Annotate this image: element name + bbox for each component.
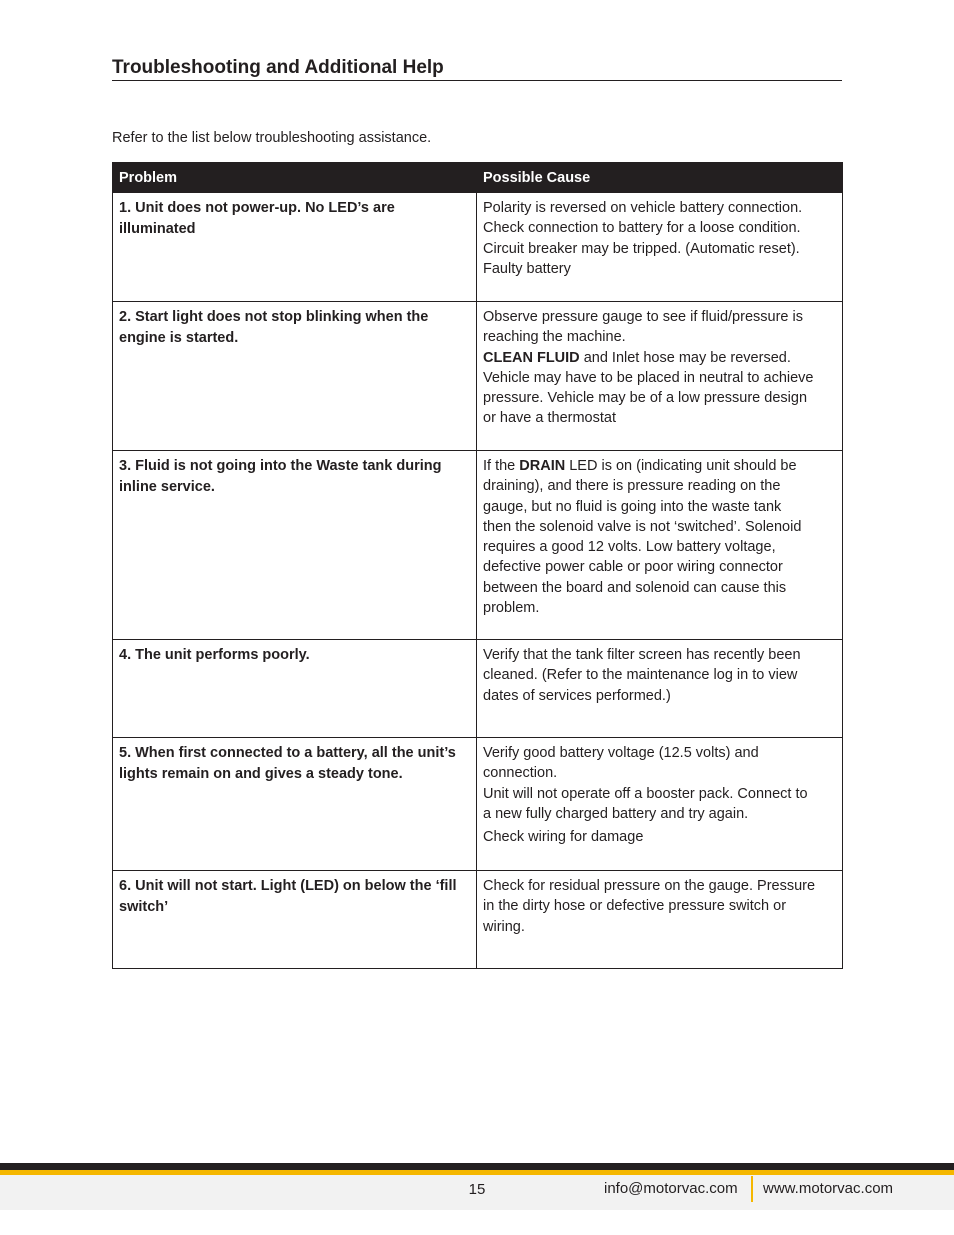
cause-line-tail: and Inlet hose may be reversed. (579, 349, 791, 366)
cause-line: defective power cable or poor wiring connector (483, 559, 783, 576)
cause-line: pressure. Vehicle may be of a low pressure design (483, 390, 808, 407)
cause-line: a new fully charged battery and try again. (483, 805, 749, 822)
cause-line: Circuit breaker may be tripped. (Automatic reset). (483, 240, 800, 257)
cause-line: Unit will not operate off a booster pack. Connect to (483, 785, 808, 802)
table-row (113, 640, 843, 738)
problem-line: 3. Fluid is not going into the Waste tank during (119, 458, 442, 474)
cause-line: gauge, but no fluid is going into the waste tank (483, 498, 782, 515)
problem-line: 1. Unit does not power-up. No LED’s are (119, 200, 395, 216)
intro-text: Refer to the list below troubleshooting assistance. (112, 130, 432, 146)
table-row (113, 738, 843, 871)
cause-line: between the board and solenoid can cause this (483, 579, 787, 596)
footer-website-link[interactable]: www.motorvac.com (763, 1180, 894, 1197)
cause-line: draining), and there is pressure reading on the (483, 478, 781, 495)
page-title: Troubleshooting and Additional Help (112, 56, 842, 81)
problem-cell (113, 193, 477, 302)
problem-cell (113, 640, 477, 738)
clean-fluid-label: CLEAN FLUID (483, 349, 580, 366)
troubleshooting-table (112, 162, 843, 969)
cause-cell (477, 640, 843, 738)
page-number: 15 (468, 1181, 486, 1198)
cause-cell (477, 193, 843, 302)
problem-line: 6. Unit will not start. Light (LED) on below the ‘fill (119, 878, 457, 894)
cause-line: Verify that the tank filter screen has recently been (483, 647, 801, 663)
table-row (113, 451, 843, 640)
problem-line: lights remain on and gives a steady tone. (119, 765, 403, 782)
cause-line: cleaned. (Refer to the maintenance log in to view (483, 667, 798, 684)
footer-email-link[interactable]: info@motorvac.com (604, 1180, 738, 1197)
cause-line: Check connection to battery for a loose condition. (483, 220, 801, 237)
cause-line: Observe pressure gauge to see if fluid/pressure is (483, 309, 803, 325)
cause-line: requires a good 12 volts. Low battery voltage, (483, 539, 776, 556)
cause-line: Faulty battery (483, 260, 571, 277)
problem-line: switch’ (119, 898, 169, 915)
problem-line: engine is started. (119, 329, 239, 346)
cause-line: wiring. (483, 918, 525, 935)
cause-line: Check wiring for damage (483, 829, 644, 846)
table-row (113, 302, 843, 451)
cause-cell (477, 871, 843, 969)
problem-cell (113, 302, 477, 451)
cause-line: Verify good battery voltage (12.5 volts) and (483, 745, 759, 761)
problem-line: 5. When first connected to a battery, all the unit’s (119, 745, 456, 761)
table-row (113, 871, 843, 969)
cause-cell (477, 302, 843, 451)
cause-line-prefix: If the (483, 458, 520, 474)
footer-dark-stripe (0, 1163, 954, 1170)
cause-line: or have a thermostat (483, 410, 616, 427)
cause-line-tail: LED is on (indicating unit should be (565, 458, 797, 474)
footer-divider (751, 1176, 753, 1202)
header-possible-cause: Possible Cause (477, 163, 843, 193)
table-header-row (113, 163, 843, 193)
cause-line: Vehicle may have to be placed in neutral to achieve (483, 369, 814, 386)
cause-line: reaching the machine. (483, 329, 626, 346)
cause-line: Check for residual pressure on the gauge. Pressure (483, 878, 816, 894)
header-problem: Problem (113, 163, 477, 193)
cause-line (483, 456, 836, 476)
problem-cell (113, 871, 477, 969)
cause-line: dates of services performed.) (483, 687, 671, 704)
cause-line: connection. (483, 765, 558, 782)
cause-line (483, 348, 836, 368)
problem-line: 4. The unit performs poorly. (119, 647, 310, 663)
problem-cell (113, 451, 477, 640)
problem-cell (113, 738, 477, 871)
table-row (113, 193, 843, 302)
problem-line: inline service. (119, 478, 215, 495)
cause-line: then the solenoid valve is not ‘switched’. Solenoid (483, 518, 802, 535)
cause-cell (477, 451, 843, 640)
problem-line: illuminated (119, 220, 196, 237)
cause-line: in the dirty hose or defective pressure switch or (483, 898, 787, 915)
cause-line: Polarity is reversed on vehicle battery connection. (483, 200, 803, 216)
cause-line: problem. (483, 600, 540, 617)
cause-cell (477, 738, 843, 871)
drain-label: DRAIN (519, 458, 566, 474)
problem-line: 2. Start light does not stop blinking when the (119, 309, 429, 325)
